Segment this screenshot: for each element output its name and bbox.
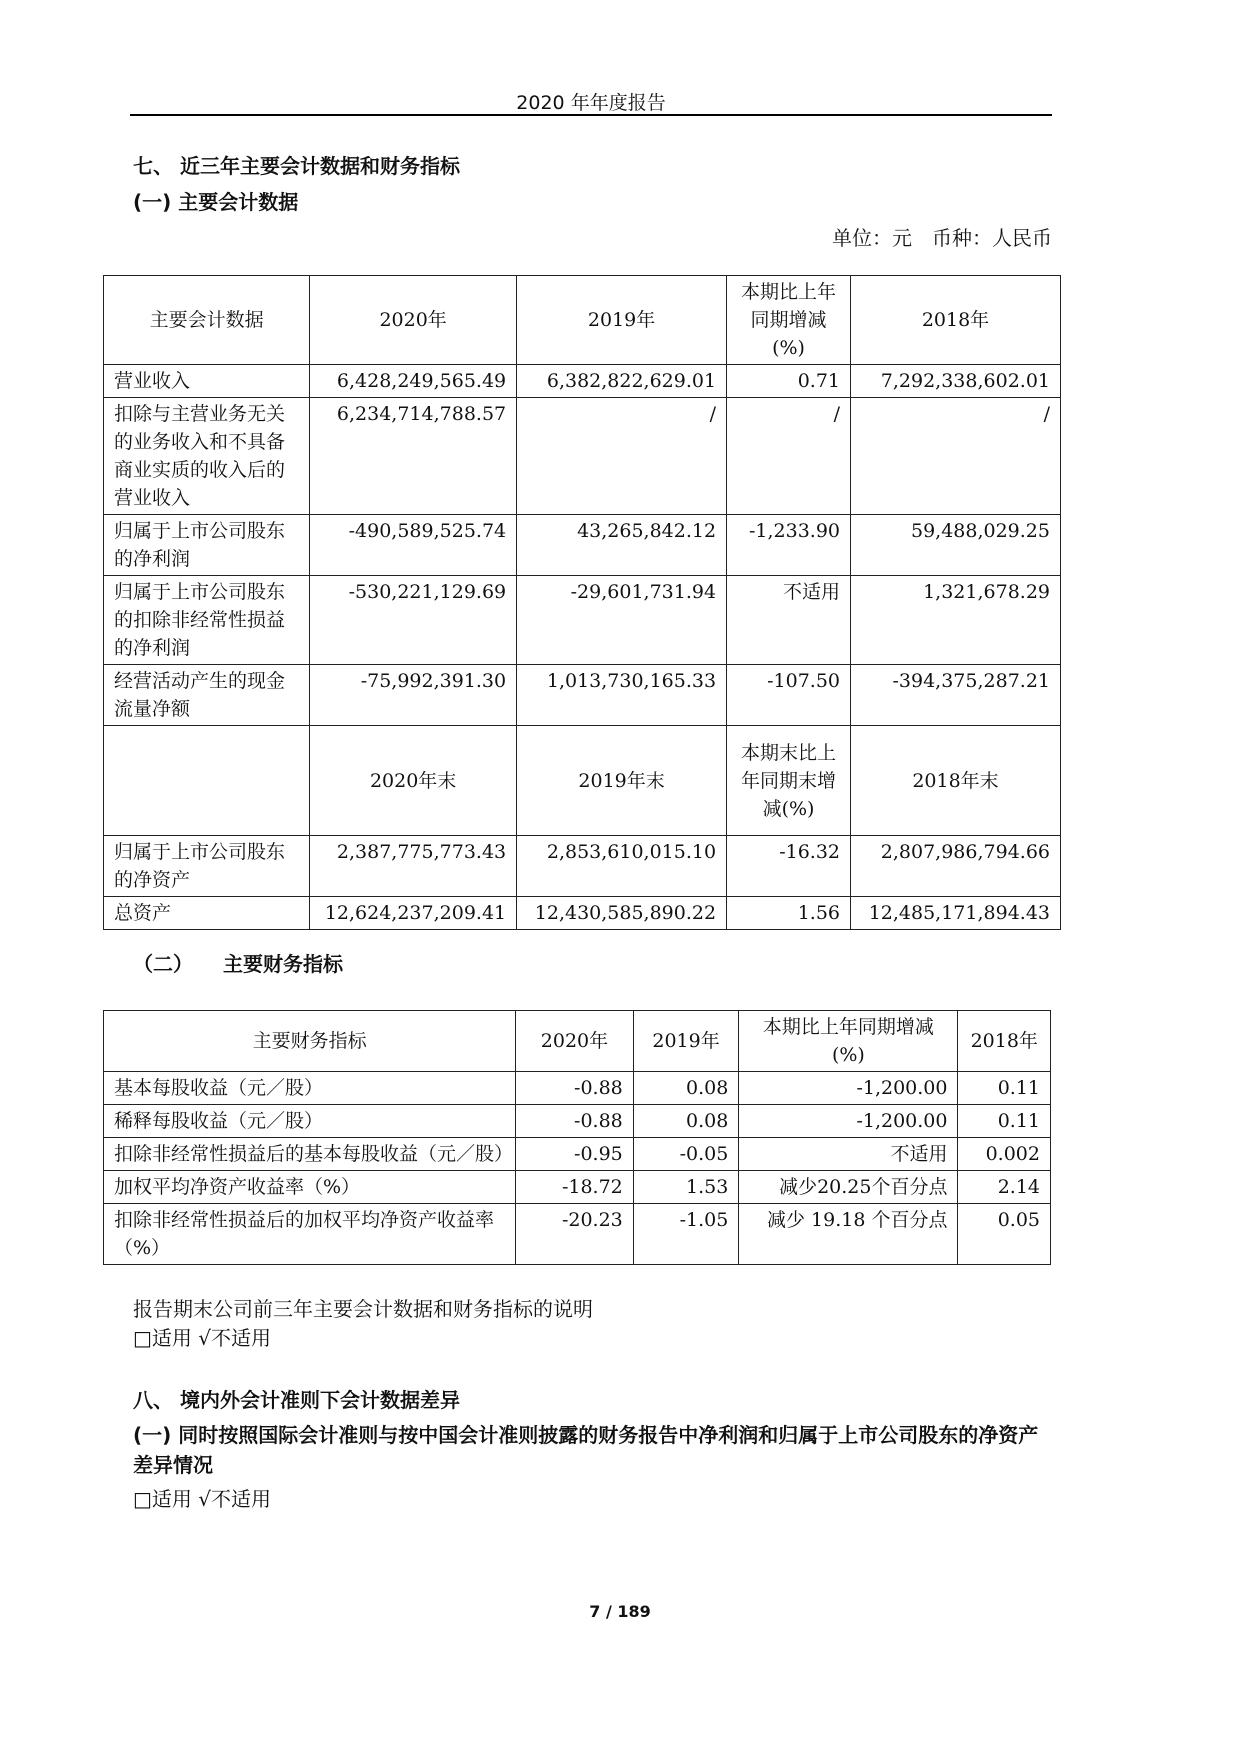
note-text: 报告期末公司前三年主要会计数据和财务指标的说明 — [133, 1297, 593, 1321]
header-cell: 主要会计数据 — [104, 276, 310, 365]
header-cell: 2019年末 — [517, 726, 727, 836]
cell-value: 不适用 — [727, 576, 851, 665]
table-row — [104, 398, 1061, 515]
cell-value: -1,233.90 — [727, 515, 851, 576]
row-label: 基本每股收益（元／股） — [104, 1072, 516, 1105]
section-8-sub1-title: (一) 同时按照国际会计准则与按中国会计准则披露的财务报告中净利润和归属于上市公司股东的净资产差异情况 — [133, 1423, 1039, 1477]
cell-value: -0.95 — [516, 1138, 634, 1171]
table-row — [104, 1204, 1051, 1265]
header-cell: 2020年 — [516, 1011, 634, 1072]
cell-value: 6,382,822,629.01 — [517, 365, 727, 398]
cell-value: 0.08 — [633, 1105, 739, 1138]
table-subheader-row — [104, 726, 1061, 836]
row-label: 营业收入 — [104, 365, 310, 398]
row-label: 扣除非经常性损益后的基本每股收益（元／股） — [104, 1138, 516, 1171]
cell-value: -0.88 — [516, 1072, 634, 1105]
cell-value: 减少 19.18 个百分点 — [739, 1204, 958, 1265]
header-cell: 本期比上年同期增减(%) — [739, 1011, 958, 1072]
cell-value: -29,601,731.94 — [517, 576, 727, 665]
cell-value: / — [851, 398, 1061, 515]
table-row — [104, 836, 1061, 897]
applicable-option: □适用 √不适用 — [133, 1326, 271, 1350]
cell-value: 0.71 — [727, 365, 851, 398]
table-row — [104, 897, 1061, 930]
header-cell — [104, 726, 310, 836]
cell-value: -20.23 — [516, 1204, 634, 1265]
cell-value: 2,387,775,773.43 — [310, 836, 517, 897]
cell-value: -16.32 — [727, 836, 851, 897]
cell-value: -1,200.00 — [739, 1072, 958, 1105]
cell-value: 12,430,585,890.22 — [517, 897, 727, 930]
row-label: 归属于上市公司股东的扣除非经常性损益的净利润 — [104, 576, 310, 665]
table-row — [104, 365, 1061, 398]
table-header-row — [104, 1011, 1051, 1072]
cell-value: -530,221,129.69 — [310, 576, 517, 665]
cell-value: 43,265,842.12 — [517, 515, 727, 576]
cell-value: 0.05 — [958, 1204, 1051, 1265]
row-label: 经营活动产生的现金流量净额 — [104, 665, 310, 726]
header-cell: 本期末比上年同期末增减(%) — [727, 726, 851, 836]
section-7-sub2-title: （二） 主要财务指标 — [133, 952, 343, 976]
cell-value: 1.56 — [727, 897, 851, 930]
section-7-title: 七、 近三年主要会计数据和财务指标 — [133, 154, 460, 178]
row-label: 归属于上市公司股东的净利润 — [104, 515, 310, 576]
table-row — [104, 576, 1061, 665]
cell-value: 7,292,338,602.01 — [851, 365, 1061, 398]
cell-value: -0.88 — [516, 1105, 634, 1138]
table-row — [104, 1072, 1051, 1105]
cell-value: 2.14 — [958, 1171, 1051, 1204]
cell-value: 12,624,237,209.41 — [310, 897, 517, 930]
header-cell: 主要财务指标 — [104, 1011, 516, 1072]
cell-value: 1,321,678.29 — [851, 576, 1061, 665]
header-cell: 2018年 — [851, 276, 1061, 365]
applicable-option: □适用 √不适用 — [133, 1487, 271, 1511]
cell-value: 1,013,730,165.33 — [517, 665, 727, 726]
table-row — [104, 1171, 1051, 1204]
cell-value: 1.53 — [633, 1171, 739, 1204]
header-cell: 2019年 — [517, 276, 727, 365]
section-8-title: 八、 境内外会计准则下会计数据差异 — [133, 1388, 460, 1412]
cell-value: -18.72 — [516, 1171, 634, 1204]
cell-value: -490,589,525.74 — [310, 515, 517, 576]
cell-value: 减少20.25个百分点 — [739, 1171, 958, 1204]
table-row — [104, 665, 1061, 726]
table-row — [104, 1138, 1051, 1171]
header-cell: 2018年 — [958, 1011, 1051, 1072]
financial-indicator-table — [103, 1010, 1051, 1265]
cell-value: 2,807,986,794.66 — [851, 836, 1061, 897]
row-label: 稀释每股收益（元／股） — [104, 1105, 516, 1138]
cell-value: 12,485,171,894.43 — [851, 897, 1061, 930]
cell-value: / — [517, 398, 727, 515]
cell-value: 0.002 — [958, 1138, 1051, 1171]
cell-value: 6,234,714,788.57 — [310, 398, 517, 515]
unit-label: 单位：元 币种：人民币 — [832, 226, 1052, 250]
cell-value: -75,992,391.30 — [310, 665, 517, 726]
header-cell: 2020年末 — [310, 726, 517, 836]
page-header: 2020 年年度报告 — [516, 92, 666, 114]
cell-value: -107.50 — [727, 665, 851, 726]
table-row — [104, 515, 1061, 576]
cell-value: 0.08 — [633, 1072, 739, 1105]
row-label: 加权平均净资产收益率（%） — [104, 1171, 516, 1204]
cell-value: 不适用 — [739, 1138, 958, 1171]
table-header-row — [104, 276, 1061, 365]
cell-value: -0.05 — [633, 1138, 739, 1171]
cell-value: 2,853,610,015.10 — [517, 836, 727, 897]
cell-value: 59,488,029.25 — [851, 515, 1061, 576]
cell-value: 6,428,249,565.49 — [310, 365, 517, 398]
cell-value: / — [727, 398, 851, 515]
page-number: 7 / 189 — [589, 1602, 651, 1621]
row-label: 扣除与主营业务无关的业务收入和不具备商业实质的收入后的营业收入 — [104, 398, 310, 515]
header-cell: 本期比上年同期增减(%) — [727, 276, 851, 365]
row-label: 扣除非经常性损益后的加权平均净资产收益率（%） — [104, 1204, 516, 1265]
header-divider — [130, 114, 1052, 116]
header-cell: 2019年 — [633, 1011, 739, 1072]
table-row — [104, 1105, 1051, 1138]
header-cell: 2018年末 — [851, 726, 1061, 836]
section-7-sub1-title: (一) 主要会计数据 — [133, 190, 299, 214]
cell-value: -394,375,287.21 — [851, 665, 1061, 726]
cell-value: 0.11 — [958, 1072, 1051, 1105]
cell-value: -1.05 — [633, 1204, 739, 1265]
cell-value: -1,200.00 — [739, 1105, 958, 1138]
row-label: 归属于上市公司股东的净资产 — [104, 836, 310, 897]
row-label: 总资产 — [104, 897, 310, 930]
header-cell: 2020年 — [310, 276, 517, 365]
accounting-data-table — [103, 275, 1061, 930]
cell-value: 0.11 — [958, 1105, 1051, 1138]
